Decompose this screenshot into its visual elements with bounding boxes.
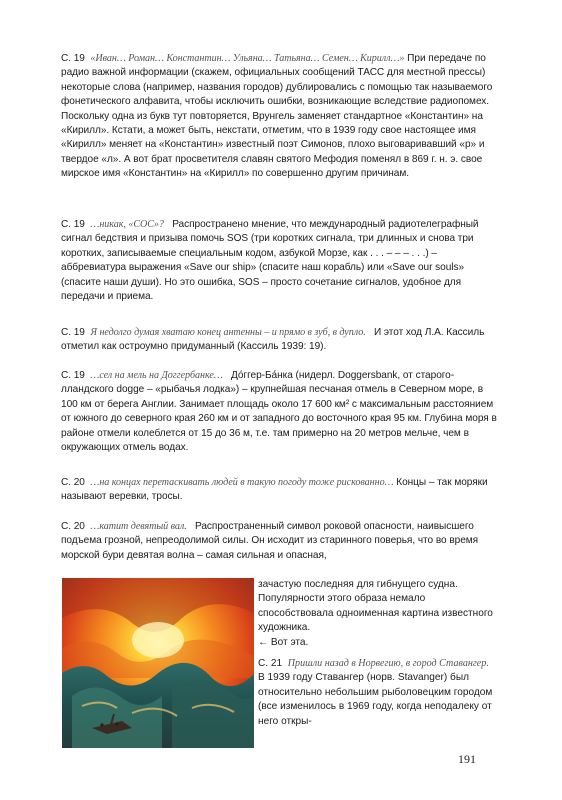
note-text: Распространено мнение, что международный радиотелеграфный сигнал бедствия и призыва помочь SOS (три коротких сигнала, три длинных и снова три коротких, записываемые специальным кодом, азбукой Морзе, как . . . – – – . . .) – аббревиатура выражения «Save our ship» (спасите наш корабль) или «Save our souls» (спасите наши души). Но это ошибка, SOS – просто сочетание сигналов, удобное для передачи и приема. xyxy=(61,219,479,303)
painting-image xyxy=(62,578,254,748)
page-ref: С. 19 xyxy=(61,327,85,338)
note-text: В 1939 году Ставангер (норв. Stavanger) был относительно небольшим рыболовецким городом (все изменилось в 1969 году, когда неподалеку от него откры- xyxy=(258,672,493,727)
note-entry-3 xyxy=(61,326,499,355)
note-text: При передаче по радио важной информации (скажем, официальных сообщений ТАСС для местной прессы) некоторые слова (например, названия городов) дублировались с помощью так называемого фонетического алфавита, чтобы исключить ошибки, возникающие вследствие радиопомех. Поскольку одна из букв тут повторяется, Врунгель заменяет стандартное «Константин» на «Кирилл». Кстати, а может быть, некстати, отметим, что в 1939 году свое настоящее имя «Кирилл» меняет на «Константин» известный поэт Симонов, плохо выговаривавший «р» и твердое «л». А вот брат просветителя славян святого Мефодия поменял в 869 г. н. э. свое мирское имя «Константин» на «Кирилл» по совершенно другим причинам. xyxy=(61,53,493,180)
quote: …сел на мель на Доггербанке… xyxy=(90,370,223,381)
quote: Пришли назад в Норвегию, в город Ставангер. xyxy=(287,658,489,669)
quote: …никак, «СОС»? xyxy=(90,219,164,230)
note-entry-1 xyxy=(61,52,499,182)
page-ref: С. 21 xyxy=(258,658,283,669)
note-entry-5 xyxy=(61,476,499,505)
note-entry-7 xyxy=(258,657,499,729)
quote: «Иван… Роман… Константин… Ульяна… Татьяна… Семен… Кирилл…» xyxy=(90,53,405,64)
note-text: зачастую последняя для гибнущего судна. Популярности этого образа немало способствовала одноименная картина известного художника. xyxy=(258,579,493,634)
page-ref: С. 19 xyxy=(61,370,85,381)
arrow-note: ← Вот эта. xyxy=(258,636,309,648)
note-entry-6 xyxy=(61,520,499,563)
quote: …катит девятый вал. xyxy=(90,521,187,532)
note-entry-4 xyxy=(61,369,499,455)
quote: Я недолго думая хватаю конец антенны – и прямо в зуб, в дупло. xyxy=(90,327,366,338)
note-entry-2 xyxy=(61,218,499,304)
page-number: 191 xyxy=(458,752,476,766)
wrap-continuation xyxy=(258,578,499,650)
note-text: И этот ход Л.А. Кассиль отметил как остроумно придуманный (Кассиль 1939: 19). xyxy=(61,327,485,353)
page-ref: С. 19 xyxy=(61,53,85,64)
note-text: До́ггер-Ба́нка (нидерл. Doggersbank, от староголландского dogge – «рыбачья лодка») – крупнейшая песчаная отмель в Северном море, в 100 км от берега Англии. Занимает площадь около 17 600 км² с максимальным расстоянием от южного до северного края 260 км и от западного до восточного края 95 км. Глубина моря в районе отмели колеблется от 15 до 36 м, т.е. там примерно на 20 метров мельче, чем в окружающих отмель водах. xyxy=(61,370,497,454)
quote: …на концах перетаскивать людей в такую погоду тоже рискованно… xyxy=(90,477,394,488)
ninth-wave-painting xyxy=(62,578,254,748)
page-ref: С. 19 xyxy=(61,219,85,230)
note-text: Концы – так моряки называют веревки, тросы. xyxy=(61,477,488,503)
page-ref: С. 20 xyxy=(61,477,85,488)
page-ref: С. 20 xyxy=(61,521,85,532)
note-text: Распространенный символ роковой опасности, наивысшего подъема грозной, непреодолимой силы. Он исходит из старинного поверья, что во время морской бури девятая волна – самая сильная и опасная, xyxy=(61,521,479,561)
